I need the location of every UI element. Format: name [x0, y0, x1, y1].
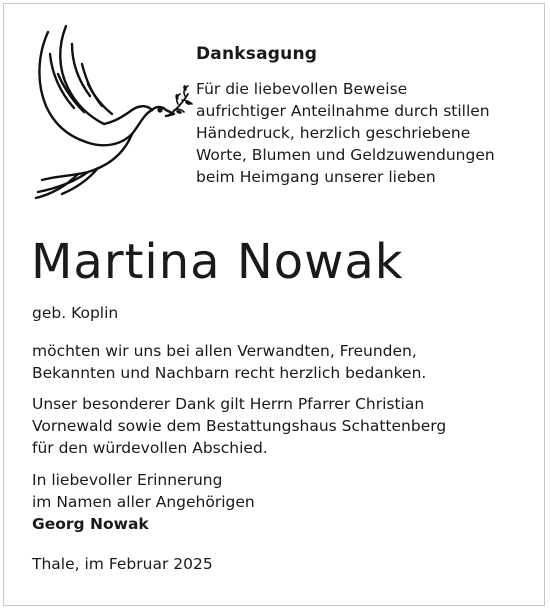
- intro-line: aufrichtiger Anteilnahme durch stillen: [196, 102, 490, 120]
- special-thanks-line: Vornewald sowie dem Bestattungshaus Schattenberg: [32, 417, 447, 435]
- closing-line: In liebevoller Erinnerung: [32, 471, 223, 489]
- closing-line: im Namen aller Angehörigen: [32, 493, 255, 511]
- special-thanks-line: für den würdevollen Abschied.: [32, 439, 268, 457]
- intro-line: Händedruck, herzlich geschriebene: [196, 124, 471, 142]
- signer-name: Georg Nowak: [32, 515, 149, 533]
- special-thanks-line: Unser besonderer Dank gilt Herrn Pfarrer Christian: [32, 395, 425, 413]
- thanks-line: möchten wir uns bei allen Verwandten, Freunden,: [32, 342, 417, 360]
- dove-icon: [28, 24, 196, 200]
- deceased-name: Martina Nowak: [31, 234, 404, 290]
- intro-line: beim Heimgang unserer lieben: [196, 168, 436, 186]
- intro-line: Worte, Blumen und Geldzuwendungen: [196, 146, 495, 164]
- intro-line: Für die liebevollen Beweise: [196, 80, 408, 98]
- place-date: Thale, im Februar 2025: [32, 555, 213, 573]
- notice-heading: Danksagung: [196, 44, 318, 64]
- intro-block: [196, 44, 536, 188]
- special-thanks-paragraph: [32, 393, 446, 459]
- closing-paragraph: [32, 469, 255, 535]
- birth-name: geb. Koplin: [32, 304, 119, 322]
- thanks-line: Bekannten und Nachbarn recht herzlich bedanken.: [32, 364, 427, 382]
- thanks-paragraph: [32, 340, 426, 384]
